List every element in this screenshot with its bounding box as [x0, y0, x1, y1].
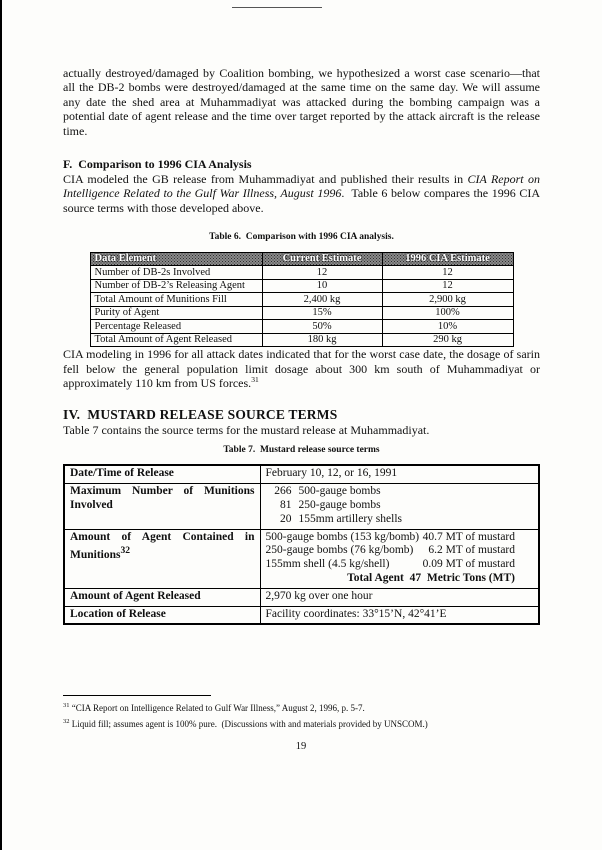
table7-row-location [64, 606, 539, 624]
table7-label: Amount of Agent Released [64, 588, 260, 606]
table6-cell: 290 kg [382, 333, 513, 347]
table6-row [90, 279, 513, 293]
cited-report-title: CIA Report on Intelligence Related to the Gulf War Illness, August 1996 [63, 172, 540, 201]
section-iv-heading: IV. MUSTARD RELEASE SOURCE TERMS [63, 407, 338, 423]
munitions-desc: 155mm artillery shells [298, 512, 402, 525]
cia-modeling-text: CIA modeling in 1996 for all attack dates indicated that for the worst case date, the dosage of sarin fell below the general population limit dosage about 300 km south of Muhammadiyat or approximately 110 km from US forces. [63, 347, 540, 391]
agent-right: 0.09 MT of mustard [422, 558, 515, 571]
munitions-count: 20 [280, 512, 292, 525]
scan-dash-artifact [232, 7, 322, 8]
table6-caption: Table 6. Comparison with 1996 CIA analysis. [209, 232, 394, 243]
munitions-line [266, 499, 534, 513]
table7-value: 2,970 kg over one hour [260, 588, 539, 606]
table6-row [90, 333, 513, 347]
table7 [63, 464, 540, 625]
table6-cell: 12 [382, 266, 513, 280]
table6-row [90, 266, 513, 280]
table7-row-agent-contained [64, 529, 539, 588]
table6-cell: Total Amount of Munitions Fill [90, 293, 262, 307]
table6-cell: 100% [382, 306, 513, 320]
table6-cell: 180 kg [262, 333, 382, 347]
agent-right: 40.7 MT of mustard [422, 530, 515, 543]
section-f-text-after: . Table 6 below compares the 1996 CIA source terms with those developed above. [63, 186, 540, 215]
table6-header-row [90, 252, 513, 266]
agent-line [266, 544, 534, 558]
table6-cell: 15% [262, 306, 382, 320]
table7-value [260, 484, 539, 529]
table7-value: February 10, 12, or 16, 1991 [260, 465, 539, 483]
table6-header-data-element: Data Element [90, 252, 262, 266]
table7-row-date-time [64, 465, 539, 483]
agent-line [266, 558, 534, 572]
section-f-paragraph [63, 172, 540, 215]
table6-cell: 10% [382, 320, 513, 334]
agent-left: 250-gauge bombs (76 kg/bomb) [265, 544, 414, 557]
table6-cell: 10 [262, 279, 382, 293]
munitions-count: 266 [274, 485, 292, 498]
table6-cell: Number of DB-2’s Releasing Agent [90, 279, 262, 293]
table7-label [64, 529, 260, 588]
scan-edge-artifact [0, 0, 2, 850]
table7-label: Maximum Number of Munitions Involved [64, 484, 260, 529]
footnote-32-marker: 32 [63, 717, 70, 725]
munitions-desc: 250-gauge bombs [298, 498, 381, 511]
table7-value [260, 529, 539, 588]
table6-cell: 2,400 kg [262, 293, 382, 307]
table7-row-max-munitions [64, 484, 539, 529]
munitions-desc: 500-gauge bombs [298, 485, 381, 498]
table6-header-current-estimate: Current Estimate [262, 252, 382, 266]
footnote-31 [63, 700, 540, 715]
footnote-32-text: Liquid fill; assumes agent is 100% pure. (Discussions with and materials provided by UNSCOM.) [69, 718, 428, 729]
table6-cell: 50% [262, 320, 382, 334]
table6-cell: Number of DB-2s Involved [90, 266, 262, 280]
footnote-ref-32: 32 [120, 545, 131, 557]
footnotes [63, 700, 540, 731]
table6-cell: 2,900 kg [382, 293, 513, 307]
section-f-heading: F. Comparison to 1996 CIA Analysis [63, 157, 252, 172]
footnote-ref-31: 31 [251, 375, 259, 385]
table6-row [90, 293, 513, 307]
table6-cell: Total Amount of Agent Released [90, 333, 262, 347]
munitions-line [266, 513, 534, 527]
footnote-32 [63, 716, 540, 731]
agent-total-line: Total Agent 47 Metric Tons (MT) [347, 571, 515, 584]
table6-cell: Percentage Released [90, 320, 262, 334]
munitions-count: 81 [280, 498, 292, 511]
table7-label: Date/Time of Release [64, 465, 260, 483]
table7-value: Facility coordinates: 33°15’N, 42°41’E [260, 606, 539, 624]
table7-label-text: Amount of Agent Contained in Munitions [70, 530, 255, 562]
table6-row [90, 306, 513, 320]
table6-cell: 12 [262, 266, 382, 280]
agent-line [266, 531, 534, 545]
munitions-line [266, 485, 534, 499]
agent-right: 6.2 MT of mustard [428, 544, 515, 557]
table6-cell: 12 [382, 279, 513, 293]
footnote-31-text: “CIA Report on Intelligence Related to Gulf War Illness,” August 2, 1996, p. 5-7. [69, 703, 365, 713]
table6-row [90, 320, 513, 334]
page-content [63, 66, 540, 625]
intro-paragraph: actually destroyed/damaged by Coalition bombing, we hypothesized a worst case scenario—that all the DB-2 bombs were destroyed/damaged at the same time on the same day. We will assume any date the shed area at Muhammadiyat was attacked during the bombing campaign was a potential date of agent release and the time over target reported by the attack aircraft is the release time. [63, 66, 540, 138]
table7-label: Location of Release [64, 606, 260, 624]
table7-row-agent-released [64, 588, 539, 606]
footnote-31-marker: 31 [63, 702, 70, 709]
table6-header-1996-cia-estimate: 1996 CIA Estimate [382, 252, 513, 266]
section-iv-paragraph: Table 7 contains the source terms for the mustard release at Muhammadiyat. [63, 423, 430, 438]
section-f-text-before: CIA modeled the GB release from Muhammadiyat and published their results in [63, 172, 468, 187]
table6-cell: Purity of Agent [90, 306, 262, 320]
cia-modeling-paragraph [63, 347, 540, 390]
footnote-separator-rule [63, 695, 211, 696]
agent-left: 155mm shell (4.5 kg/shell) [265, 558, 390, 571]
table6 [90, 252, 514, 348]
table7-caption: Table 7. Mustard release source terms [223, 444, 380, 455]
agent-left: 500-gauge bombs (153 kg/bomb) [265, 530, 420, 543]
page-number: 19 [295, 741, 307, 752]
